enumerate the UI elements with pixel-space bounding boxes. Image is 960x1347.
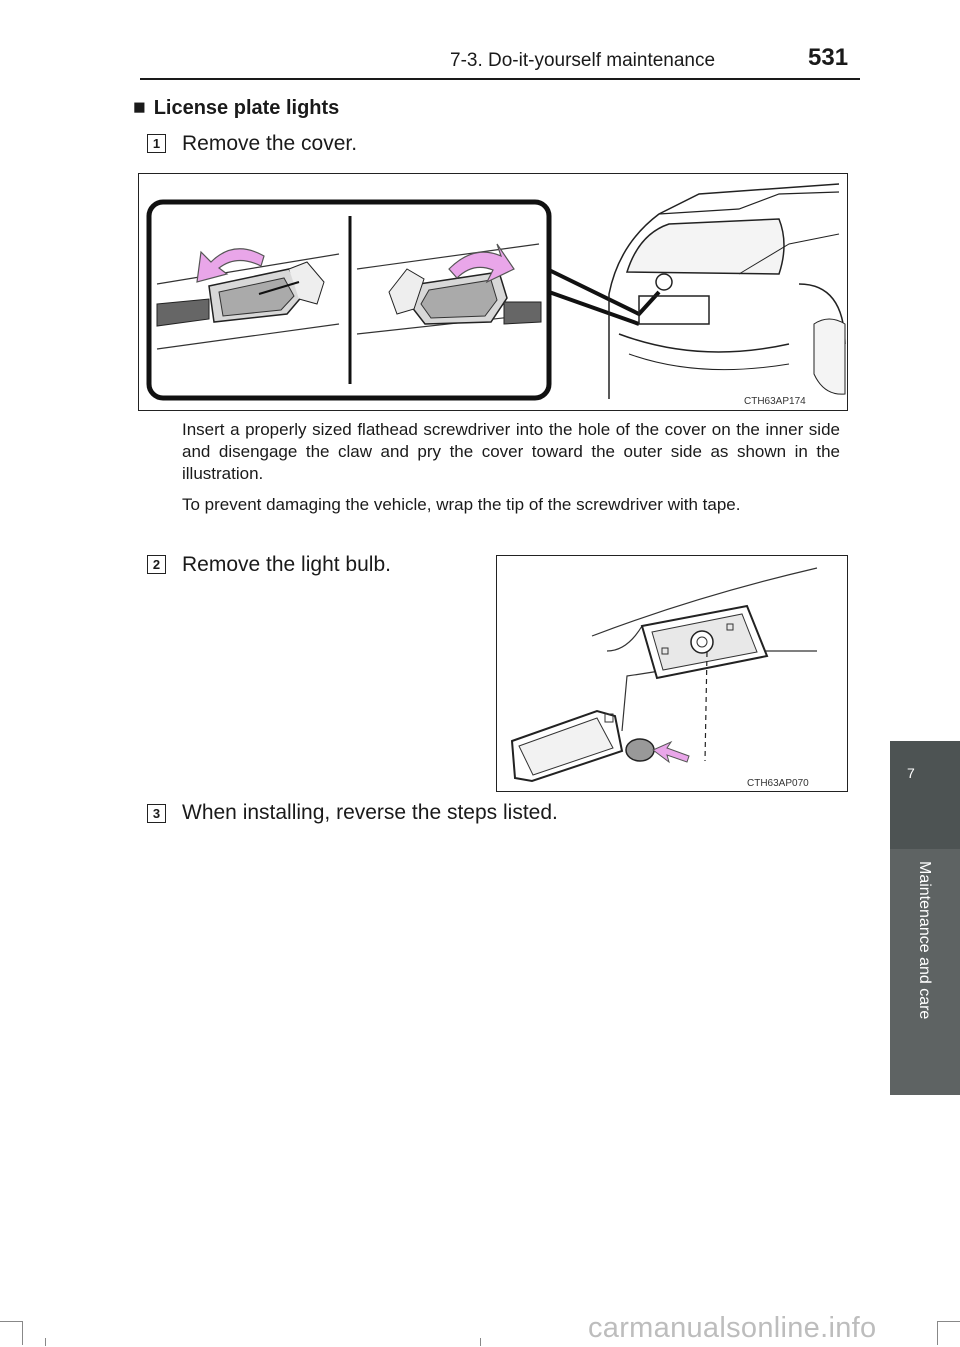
chapter-tab[interactable] [890,741,960,849]
crop-mark [0,1321,22,1322]
step-3-text: When installing, reverse the steps listed. [182,801,558,824]
page-number: 531 [808,44,849,71]
section-title: 7-3. Do-it-yourself maintenance [450,50,716,71]
crop-mark [45,1338,46,1346]
crop-mark [480,1338,481,1346]
illustration-bulb-removal [497,556,847,791]
illustration-cover-removal [139,174,847,410]
step-1-text: Remove the cover. [182,132,358,155]
figure-bulb-removal [496,555,848,792]
step-2-text: Remove the light bulb. [182,553,391,576]
crop-mark [937,1321,938,1345]
watermark: carmanualsonline.info [588,1312,877,1344]
note-paragraph: To prevent damaging the vehicle, wrap the tip of the screwdriver with tape. [182,495,741,514]
square-bullet-icon: ■ [133,96,146,119]
chapter-label: Maintenance and care [916,861,933,1020]
chapter-number: 7 [907,765,915,781]
figure-code: CTH63AP070 [747,778,809,789]
figure-cover-removal [138,173,848,411]
figure-code: CTH63AP174 [744,396,806,407]
crop-mark [937,1321,960,1322]
step-number-badge: 2 [147,555,166,574]
crop-mark [22,1321,23,1345]
section-heading [133,96,339,120]
header-rule [140,78,860,80]
step-number-badge: 3 [147,804,166,823]
step-number-badge: 1 [147,134,166,153]
chapter-label-tab[interactable] [890,849,960,1095]
heading-title: License plate lights [153,97,340,119]
note-paragraph: Insert a properly sized flathead screwdriver into the hole of the cover on the inner side and disengage the claw and pry the cover toward the outer side as shown in the illustration. [182,420,840,483]
